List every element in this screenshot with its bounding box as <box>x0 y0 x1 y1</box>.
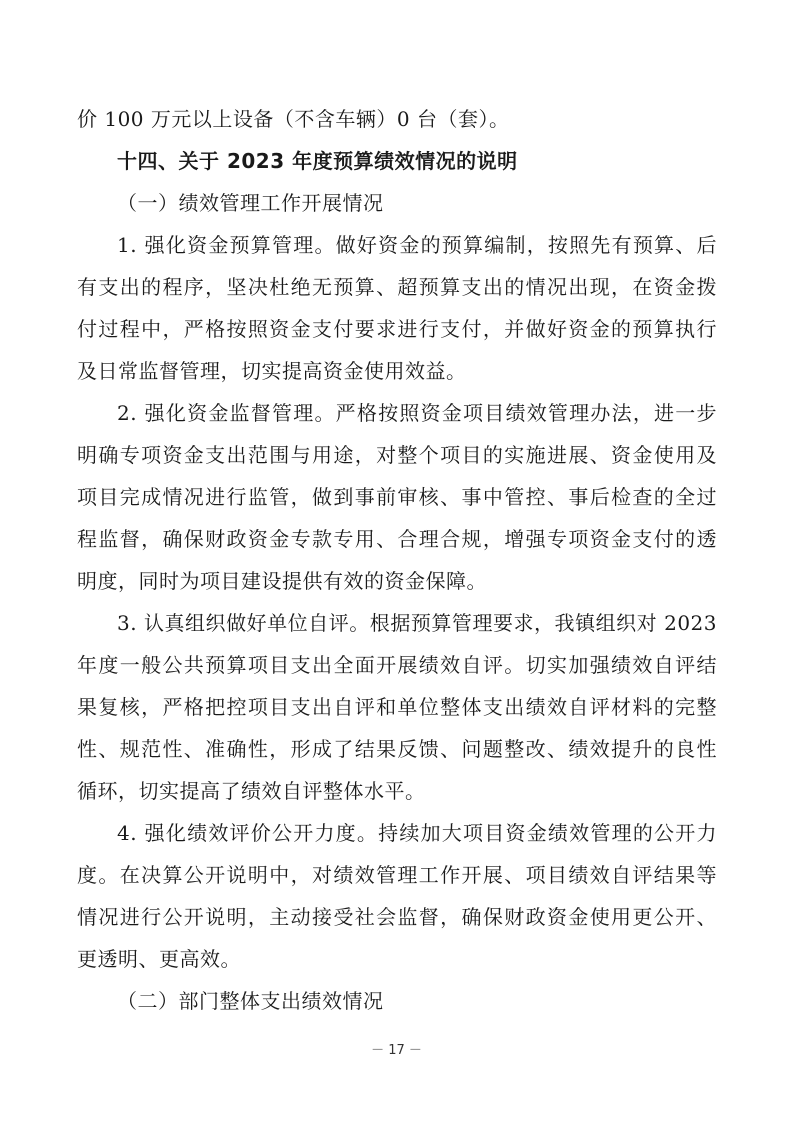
paragraph-line: 3. 认真组织做好单位自评。根据预算管理要求，我镇组织对 2023 <box>117 611 717 635</box>
paragraph-line: 付过程中，严格按照资金支付要求进行支付，并做好资金的预算执行 <box>77 317 717 341</box>
paragraph-line: 性、规范性、准确性，形成了结果反馈、问题整改、绩效提升的良性 <box>77 737 717 761</box>
carry-over-line: 价 100 万元以上设备（不含车辆）0 台（套）。 <box>77 107 510 131</box>
paragraph-1 <box>77 224 717 392</box>
paragraph-line: 明度，同时为项目建设提供有效的资金保障。 <box>77 569 487 593</box>
paragraph-line: 循环，切实提高了绩效自评整体水平。 <box>77 779 426 803</box>
subsection-heading-1: （一）绩效管理工作开展情况 <box>117 191 384 215</box>
paragraph-line: 情况进行公开说明，主动接受社会监督，确保财政资金使用更公开、 <box>77 905 717 929</box>
paragraph-2 <box>77 392 717 602</box>
subsection-heading-2: （二）部门整体支出绩效情况 <box>117 989 384 1013</box>
paragraph-line: 年度一般公共预算项目支出全面开展绩效自评。切实加强绩效自评结 <box>77 653 717 677</box>
paragraph-line: 更透明、更高效。 <box>77 947 241 971</box>
paragraph-line: 及日常监督管理，切实提高资金使用效益。 <box>77 359 467 383</box>
paragraph-4 <box>77 812 717 980</box>
paragraph-line: 果复核，严格把控项目支出自评和单位整体支出绩效自评材料的完整 <box>77 695 717 719</box>
paragraph-line: 1. 强化资金预算管理。做好资金的预算编制，按照先有预算、后 <box>117 233 717 257</box>
paragraph-line: 项目完成情况进行监管，做到事前审核、事中管控、事后检查的全过 <box>77 485 717 509</box>
paragraph-line: 有支出的程序，坚决杜绝无预算、超预算支出的情况出现，在资金拨 <box>77 275 717 299</box>
page-number: － 17 － <box>371 1043 422 1058</box>
paragraph-line: 4. 强化绩效评价公开力度。持续加大项目资金绩效管理的公开力 <box>117 821 717 845</box>
paragraph-line: 明确专项资金支出范围与用途，对整个项目的实施进展、资金使用及 <box>77 443 717 467</box>
paragraph-3 <box>77 602 717 812</box>
paragraph-line: 度。在决算公开说明中，对绩效管理工作开展、项目绩效自评结果等 <box>77 863 717 887</box>
document-body <box>77 98 717 1022</box>
paragraph-line: 2. 强化资金监督管理。严格按照资金项目绩效管理办法，进一步 <box>117 401 717 425</box>
paragraph-line: 程监督，确保财政资金专款专用、合理合规，增强专项资金支付的透 <box>77 527 717 551</box>
section-heading: 十四、关于 2023 年度预算绩效情况的说明 <box>117 149 518 173</box>
